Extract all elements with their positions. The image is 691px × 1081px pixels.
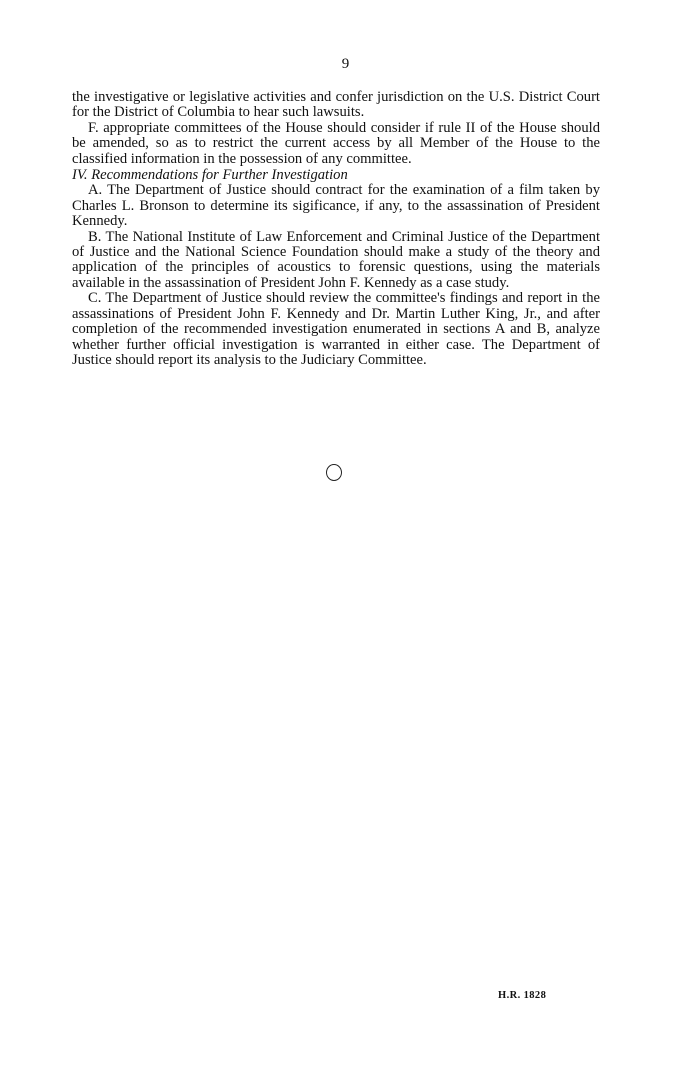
paragraph-continuation: the investigative or legislative activities and confer jurisdiction on the U.S. District Court for the District of Columbia to hear such lawsuits. (72, 89, 600, 121)
paragraph-b: B. The National Institute of Law Enforcement and Criminal Justice of the Department of Justice and the National Science Foundation should make a study of the theory and application of the principles of acoustics to forensic questions, using the materials available in the assassination of President John F. Kennedy as a case study. (72, 228, 600, 291)
end-of-document-circle-icon (326, 464, 342, 481)
section-heading: IV. Recommendations for Further Investigation (72, 167, 348, 184)
document-body (72, 90, 600, 368)
paragraph-f: F. appropriate committees of the House should consider if rule II of the House should be amended, so as to restrict the current access by all Member of the House to the classified information in the possession of any committee. (72, 119, 600, 167)
paragraph-a: A. The Department of Justice should contract for the examination of a film taken by Charles L. Bronson to determine its sigificance, if any, to the assassination of President Kennedy. (72, 182, 600, 230)
page-number: 9 (341, 56, 350, 72)
paragraph-c: C. The Department of Justice should review the committee's findings and report in the assassinations of President John F. Kennedy and Dr. Martin Luther King, Jr., and after completion of the recommended investigation enumerated in sections A and B, analyze whether further official investigation is warranted in either case. The Department of Justice should report its analysis to the Judiciary Committee. (72, 290, 600, 368)
bill-identifier: H.R. 1828 (498, 990, 547, 1001)
